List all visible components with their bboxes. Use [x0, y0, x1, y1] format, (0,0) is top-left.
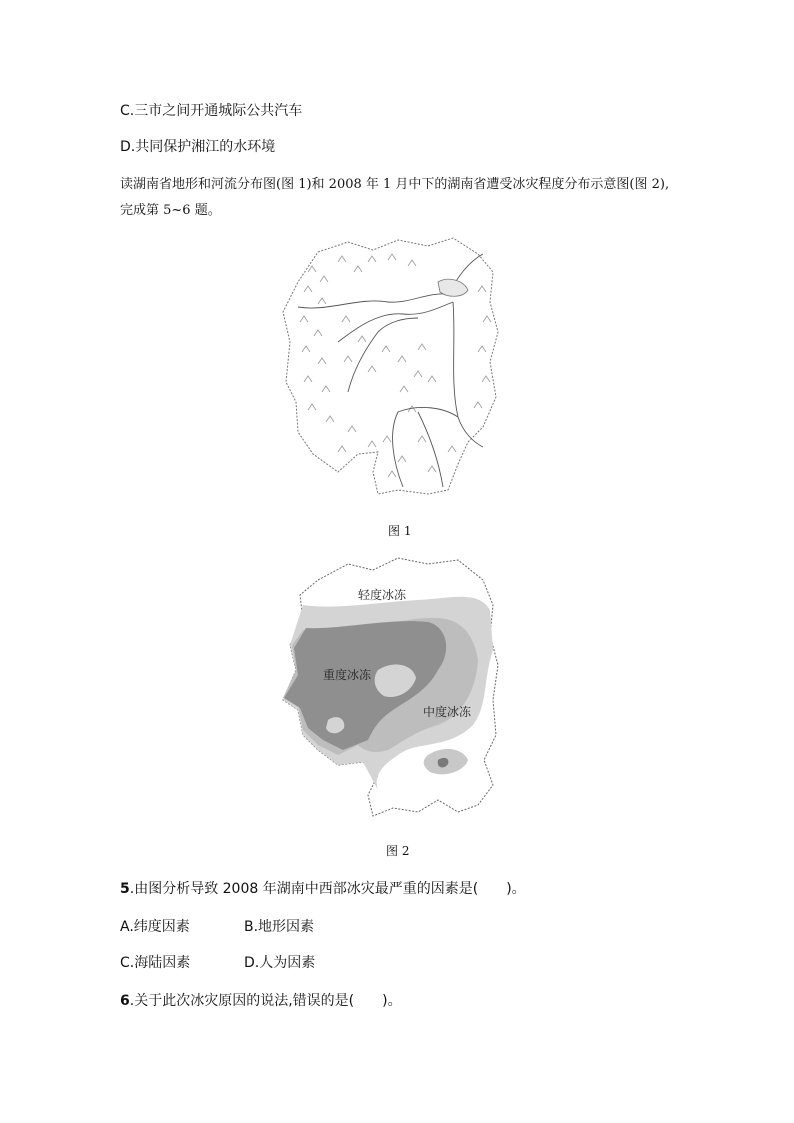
question-5-number: 5 — [120, 881, 130, 897]
label-light-ice: 轻度冰冻 — [358, 588, 407, 602]
figure-2-map — [278, 550, 508, 820]
question-6 — [120, 990, 402, 1010]
q5-option-b: B.地形因素 — [244, 919, 315, 935]
q5-option-c: C.海陆因素 — [120, 955, 191, 971]
province-outline — [283, 238, 498, 494]
question-5 — [120, 878, 526, 898]
question-6-text: .关于此次冰灾原因的说法,错误的是( )。 — [129, 993, 402, 1009]
label-heavy-ice: 重度冰冻 — [323, 668, 372, 682]
q5-option-a: A.纬度因素 — [120, 919, 190, 935]
figure-1-map — [278, 232, 518, 502]
question-5-text: .由图分析导致 2008 年湖南中西部冰灾最严重的因素是( )。 — [129, 881, 526, 897]
question-6-number: 6 — [120, 993, 130, 1009]
option-c-previous: C.三市之间开通城际公共汽车 — [120, 103, 303, 119]
question-intro: 读湖南省地形和河流分布图(图 1)和 2008 年 1 月中下的湖南省遭受冰灾程度分布示意图(图 2),完成第 5~6 题。 — [120, 177, 670, 218]
option-d-previous: D.共同保护湘江的水环境 — [120, 139, 276, 155]
label-medium-ice: 中度冰冻 — [423, 705, 472, 719]
figure-1-caption: 图 1 — [388, 524, 412, 538]
figure-2-caption: 图 2 — [386, 844, 410, 858]
q5-option-d: D.人为因素 — [244, 955, 316, 971]
